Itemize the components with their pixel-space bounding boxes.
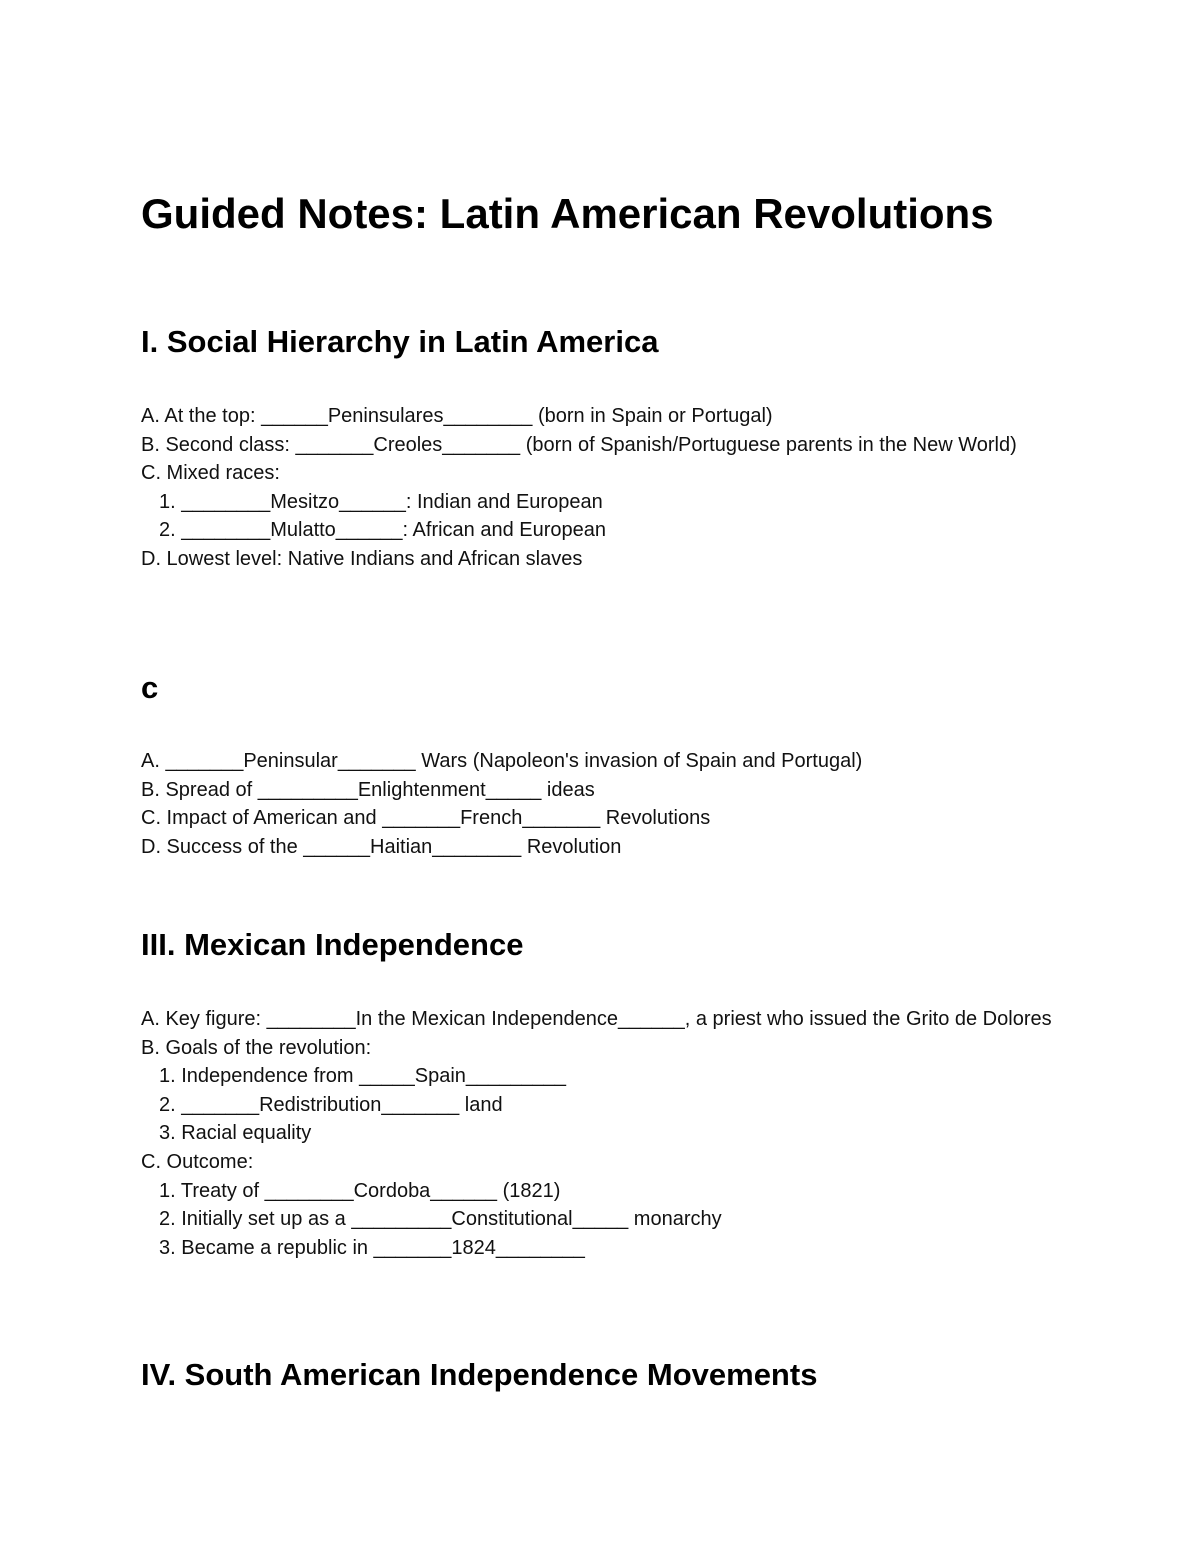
section-1-body	[141, 402, 1061, 574]
section-2-heading: c	[141, 670, 159, 705]
page-title: Guided Notes: Latin American Revolutions	[141, 190, 994, 237]
note-subline: 3. Became a republic in _______1824________	[159, 1236, 585, 1259]
section-1-heading: I. Social Hierarchy in Latin America	[141, 324, 659, 359]
section-4-heading: IV. South American Independence Movements	[141, 1357, 818, 1392]
note-line: D. Lowest level: Native Indians and African slaves	[141, 547, 583, 570]
note-subline: 3. Racial equality	[159, 1122, 312, 1145]
note-subline: 2. Initially set up as a _________Constitutional_____ monarchy	[159, 1208, 722, 1231]
note-line: A. Key figure: ________In the Mexican Independence______, a priest who issued the Grito de Dolores	[141, 1008, 1052, 1030]
section-3-heading: III. Mexican Independence	[141, 927, 524, 962]
note-line: C. Mixed races:	[141, 462, 280, 485]
note-line: B. Goals of the revolution:	[141, 1036, 372, 1059]
note-subline: 2. ________Mulatto______: African and European	[159, 519, 607, 542]
note-subline: 1. ________Mesitzo______: Indian and European	[159, 490, 603, 513]
note-line: B. Spread of _________Enlightenment_____ ideas	[141, 778, 595, 801]
note-line: B. Second class: _______Creoles_______ (born of Spanish/Portuguese parents in the New World)	[141, 433, 1017, 456]
section-2-body	[141, 747, 1061, 861]
note-line: C. Impact of American and _______French_______ Revolutions	[141, 807, 711, 830]
note-subline: 1. Independence from _____Spain_________	[159, 1065, 567, 1088]
note-line: A. _______Peninsular_______ Wars (Napoleon's invasion of Spain and Portugal)	[141, 750, 863, 772]
note-subline: 1. Treaty of ________Cordoba______ (1821)	[159, 1179, 561, 1202]
note-line: C. Outcome:	[141, 1150, 254, 1173]
section-3-body	[141, 1005, 1061, 1262]
note-line: A. At the top: ______Peninsulares________ (born in Spain or Portugal)	[141, 405, 773, 427]
note-line: D. Success of the ______Haitian________ Revolution	[141, 835, 622, 858]
note-subline: 2. _______Redistribution_______ land	[159, 1093, 503, 1116]
